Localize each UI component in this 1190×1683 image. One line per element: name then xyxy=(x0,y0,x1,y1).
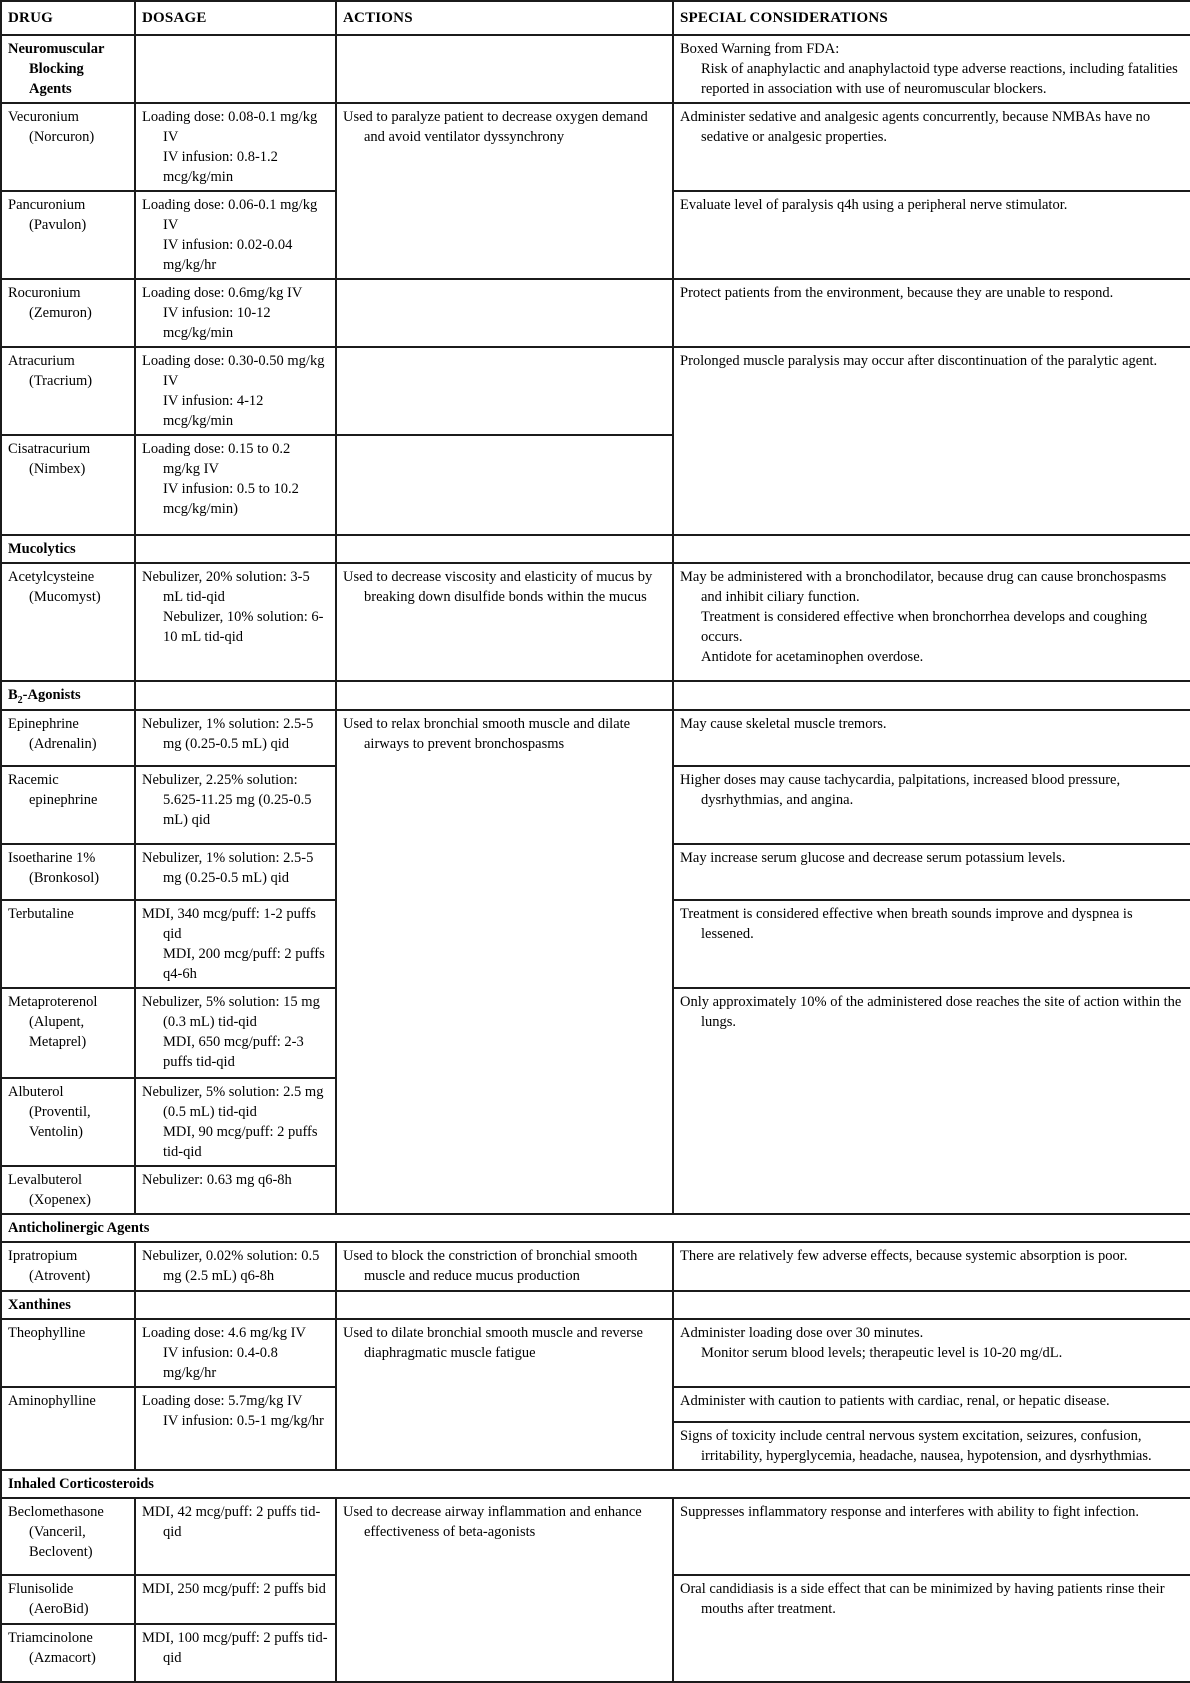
dosage-line: IV infusion: 4-12 mcg/kg/min xyxy=(163,393,264,429)
cell-actions xyxy=(336,1319,673,1470)
cell-dosage xyxy=(135,710,336,766)
cell-actions xyxy=(336,1498,673,1682)
cell-special xyxy=(673,347,1190,535)
cell-drug xyxy=(1,1624,135,1682)
drug-name: Aminophylline xyxy=(8,1393,96,1409)
special-text: May cause skeletal muscle tremors. xyxy=(680,716,887,732)
special-text: Suppresses inflammatory response and interferes with ability to fight infection. xyxy=(680,1504,1140,1520)
special-text: Protect patients from the environment, because they are unable to respond. xyxy=(680,285,1114,301)
drug-brand: (Vanceril, Beclovent) xyxy=(29,1524,93,1560)
special-text: Prolonged muscle paralysis may occur after discontinuation of the paralytic agent. xyxy=(680,353,1158,369)
row-section-mucolytics xyxy=(1,535,1190,563)
dosage-line: Nebulizer, 10% solution: 6-10 mL tid-qid xyxy=(163,609,324,645)
dosage-line: IV infusion: 10-12 mcg/kg/min xyxy=(163,305,271,341)
cell-special xyxy=(673,710,1190,766)
row-atracurium xyxy=(1,347,1190,435)
cell-dosage xyxy=(135,988,336,1078)
cell-dosage xyxy=(135,1078,336,1166)
cell-special xyxy=(673,1319,1190,1387)
special-text: Monitor serum blood levels; therapeutic level is 10-20 mg/dL. xyxy=(701,1345,1063,1361)
section-label: Xanthines xyxy=(8,1297,71,1313)
drug-name: Ipratropium xyxy=(8,1248,78,1264)
cell-dosage xyxy=(135,1498,336,1575)
dosage-line: Nebulizer, 5% solution: 2.5 mg (0.5 mL) tid-qid xyxy=(142,1084,324,1120)
drug-name: Levalbuterol xyxy=(8,1172,83,1188)
cell-dosage xyxy=(135,563,336,681)
cell-drug xyxy=(1,988,135,1078)
dosage-line: Loading dose: 0.30-0.50 mg/kg IV xyxy=(142,353,325,389)
cell-special xyxy=(673,1498,1190,1575)
cell-dosage xyxy=(135,1624,336,1682)
cell-dosage xyxy=(135,191,336,279)
section-label-cell xyxy=(1,535,135,563)
cell-dosage xyxy=(135,900,336,988)
cell-drug xyxy=(1,1498,135,1575)
dosage-line: Nebulizer, 0.02% solution: 0.5 mg (2.5 mL) q6-8h xyxy=(142,1248,320,1284)
cell-special xyxy=(673,35,1190,103)
cell-drug xyxy=(1,347,135,435)
row-beclomethasone xyxy=(1,1498,1190,1575)
cell-drug xyxy=(1,1319,135,1387)
cell-special xyxy=(673,988,1190,1214)
cell-dosage xyxy=(135,1166,336,1214)
drug-name: Flunisolide xyxy=(8,1581,74,1597)
cell-drug xyxy=(1,766,135,844)
actions-text: Used to block the constriction of bronchial smooth muscle and reduce mucus production xyxy=(343,1248,638,1284)
cell-special xyxy=(673,191,1190,279)
special-text: Treatment is considered effective when breath sounds improve and dyspnea is lessened. xyxy=(680,906,1133,942)
cell-drug xyxy=(1,191,135,279)
section-label: $B_2$-Agonists xyxy=(8,687,81,706)
drug-name: Epinephrine xyxy=(8,716,79,732)
section-label-cell xyxy=(1,681,135,710)
cell-empty xyxy=(135,535,336,563)
drug-name: Acetylcysteine xyxy=(8,569,95,585)
cell-special xyxy=(673,563,1190,681)
row-acetylcysteine xyxy=(1,563,1190,681)
cell-drug xyxy=(1,844,135,900)
cell-empty xyxy=(673,535,1190,563)
row-ipratropium xyxy=(1,1242,1190,1291)
cell-actions xyxy=(336,1242,673,1291)
cell-dosage xyxy=(135,347,336,435)
dosage-line: IV infusion: 0.02-0.04 mg/kg/hr xyxy=(163,237,293,273)
drug-name: Theophylline xyxy=(8,1325,86,1341)
row-section-xanthines xyxy=(1,1291,1190,1319)
dosage-line: Loading dose: 0.6mg/kg IV xyxy=(142,285,303,301)
dosage-line: MDI, 650 mcg/puff: 2-3 puffs tid-qid xyxy=(163,1034,304,1070)
drug-name: Albuterol xyxy=(8,1084,64,1100)
dosage-line: Loading dose: 0.08-0.1 mg/kg IV xyxy=(142,109,318,145)
cell-dosage xyxy=(135,766,336,844)
actions-text: Used to decrease viscosity and elasticity of mucus by breaking down disulfide bonds within the mucus xyxy=(343,569,653,605)
drug-brand: (Atrovent) xyxy=(29,1268,91,1284)
drug-name: Rocuronium xyxy=(8,285,81,301)
drug-brand: (Alupent, Metaprel) xyxy=(29,1014,87,1050)
dosage-line: Nebulizer, 5% solution: 15 mg (0.3 mL) tid-qid xyxy=(142,994,320,1030)
actions-text: Used to paralyze patient to decrease oxygen demand and avoid ventilator dyssynchrony xyxy=(343,109,648,145)
column-header-dosage: DOSAGE xyxy=(135,1,336,35)
cell-empty xyxy=(336,681,673,710)
cell-dosage xyxy=(135,1319,336,1387)
cell-empty xyxy=(336,347,673,435)
drug-brand: (Proventil, Ventolin) xyxy=(29,1104,91,1140)
cell-special xyxy=(673,1387,1190,1422)
drug-brand: (Bronkosol) xyxy=(29,870,100,886)
boxed-warning-title: Boxed Warning from FDA: xyxy=(680,41,840,57)
dosage-line: IV infusion: 0.5-1 mg/kg/hr xyxy=(163,1413,324,1429)
boxed-warning-body: Risk of anaphylactic and anaphylactoid type adverse reactions, including fatalities reported in association with use of neuromuscular blockers. xyxy=(701,61,1178,97)
cell-dosage xyxy=(135,279,336,347)
column-header-special-considerations: SPECIAL CONSIDERATIONS xyxy=(673,1,1190,35)
section-label: Mucolytics xyxy=(8,541,76,557)
cell-dosage xyxy=(135,1387,336,1470)
cell-empty xyxy=(673,1291,1190,1319)
section-label: Inhaled Corticosteroids xyxy=(8,1476,154,1492)
actions-text: Used to decrease airway inflammation and enhance effectiveness of beta-agonists xyxy=(343,1504,642,1540)
drug-name: Triamcinolone xyxy=(8,1630,93,1646)
drug-name: Pancuronium xyxy=(8,197,86,213)
drug-name: Isoetharine 1% xyxy=(8,850,96,866)
special-text: May increase serum glucose and decrease serum potassium levels. xyxy=(680,850,1066,866)
special-text: Antidote for acetaminophen overdose. xyxy=(701,649,924,665)
special-text: Oral candidiasis is a side effect that can be minimized by having patients rinse their mouths after treatment. xyxy=(680,1581,1165,1617)
cell-drug xyxy=(1,435,135,535)
drug-brand: (Norcuron) xyxy=(29,129,95,145)
drug-brand: (Adrenalin) xyxy=(29,736,97,752)
special-text: There are relatively few adverse effects, because systemic absorption is poor. xyxy=(680,1248,1128,1264)
row-section-nmba xyxy=(1,35,1190,103)
cell-empty xyxy=(336,279,673,347)
section-label-cell xyxy=(1,1214,1190,1242)
cell-empty xyxy=(336,535,673,563)
cell-drug xyxy=(1,1387,135,1470)
dosage-line: MDI, 250 mcg/puff: 2 puffs bid xyxy=(142,1581,326,1597)
cell-empty xyxy=(135,681,336,710)
section-label: Anticholinergic Agents xyxy=(8,1220,150,1236)
cell-special xyxy=(673,900,1190,988)
cell-empty xyxy=(135,1291,336,1319)
dosage-line: MDI, 340 mcg/puff: 1-2 puffs qid xyxy=(142,906,316,942)
cell-drug xyxy=(1,1166,135,1214)
special-text: Administer loading dose over 30 minutes. xyxy=(680,1325,924,1341)
cell-actions xyxy=(336,710,673,1214)
drug-name: Racemic epinephrine xyxy=(8,772,98,808)
row-epinephrine xyxy=(1,710,1190,766)
row-theophylline xyxy=(1,1319,1190,1387)
drug-brand: (Tracrium) xyxy=(29,373,93,389)
drug-brand: (Nimbex) xyxy=(29,461,86,477)
cell-drug xyxy=(1,900,135,988)
special-text: Higher doses may cause tachycardia, palpitations, increased blood pressure, dysrhythmias, and angina. xyxy=(680,772,1121,808)
cell-drug xyxy=(1,279,135,347)
dosage-line: Loading dose: 0.06-0.1 mg/kg IV xyxy=(142,197,318,233)
dosage-line: Loading dose: 0.15 to 0.2 mg/kg IV xyxy=(142,441,291,477)
drug-name: Terbutaline xyxy=(8,906,74,922)
dosage-line: Nebulizer, 2.25% solution: 5.625-11.25 mg (0.25-0.5 mL) qid xyxy=(142,772,312,828)
special-text: Only approximately 10% of the administered dose reaches the site of action within the lungs. xyxy=(680,994,1182,1030)
dosage-line: MDI, 90 mcg/puff: 2 puffs tid-qid xyxy=(163,1124,318,1160)
dosage-line: Nebulizer, 1% solution: 2.5-5 mg (0.25-0.5 mL) qid xyxy=(142,850,314,886)
special-text: Administer sedative and analgesic agents concurrently, because NMBAs have no sedative or analgesic properties. xyxy=(680,109,1151,145)
special-text: Signs of toxicity include central nervous system excitation, seizures, confusion, irritability, hyperglycemia, headache, nausea, hypotension, and dysrhythmias. xyxy=(680,1428,1152,1464)
column-header-drug: DRUG xyxy=(1,1,135,35)
cell-special xyxy=(673,1242,1190,1291)
section-label-cell xyxy=(1,1470,1190,1498)
cell-empty xyxy=(336,35,673,103)
dosage-line: IV infusion: 0.5 to 10.2 mcg/kg/min) xyxy=(163,481,299,517)
cell-special xyxy=(673,1422,1190,1470)
dosage-line: MDI, 42 mcg/puff: 2 puffs tid-qid xyxy=(142,1504,321,1540)
cell-special xyxy=(673,766,1190,844)
section-label-cell xyxy=(1,35,135,103)
dosage-line: MDI, 200 mcg/puff: 2 puffs q4-6h xyxy=(163,946,325,982)
cell-empty xyxy=(673,681,1190,710)
drug-name: Cisatracurium xyxy=(8,441,91,457)
section-label: Neuromuscular Blocking Agents xyxy=(8,41,105,97)
cell-actions xyxy=(336,103,673,279)
dosage-line: Nebulizer, 20% solution: 3-5 mL tid-qid xyxy=(142,569,310,605)
cell-dosage xyxy=(135,103,336,191)
section-label-cell xyxy=(1,1291,135,1319)
row-section-b2-agonists xyxy=(1,681,1190,710)
header-row xyxy=(1,1,1190,35)
cell-special xyxy=(673,1575,1190,1682)
drug-brand: (Mucomyst) xyxy=(29,589,101,605)
dosage-line: Loading dose: 5.7mg/kg IV xyxy=(142,1393,303,1409)
dosage-line: MDI, 100 mcg/puff: 2 puffs tid-qid xyxy=(142,1630,328,1666)
cell-drug xyxy=(1,710,135,766)
row-vecuronium xyxy=(1,103,1190,191)
drug-brand: (AeroBid) xyxy=(29,1601,89,1617)
actions-text: Used to dilate bronchial smooth muscle and reverse diaphragmatic muscle fatigue xyxy=(343,1325,643,1361)
subscript-2: 2 xyxy=(17,694,23,706)
special-text: May be administered with a bronchodilator, because drug can cause bronchospasms and inhibit ciliary function. xyxy=(680,569,1167,605)
row-rocuronium xyxy=(1,279,1190,347)
special-text: Administer with caution to patients with cardiac, renal, or hepatic disease. xyxy=(680,1393,1110,1409)
drug-name: Atracurium xyxy=(8,353,75,369)
dosage-line: Nebulizer, 1% solution: 2.5-5 mg (0.25-0.5 mL) qid xyxy=(142,716,314,752)
cell-dosage xyxy=(135,435,336,535)
cell-actions xyxy=(336,563,673,681)
cell-empty xyxy=(135,35,336,103)
row-section-inhaled-corticosteroids xyxy=(1,1470,1190,1498)
dosage-line: Loading dose: 4.6 mg/kg IV xyxy=(142,1325,306,1341)
cell-empty xyxy=(336,1291,673,1319)
dosage-line: IV infusion: 0.4-0.8 mg/kg/hr xyxy=(163,1345,278,1381)
actions-text: Used to relax bronchial smooth muscle and dilate airways to prevent bronchospasms xyxy=(343,716,631,752)
cell-dosage xyxy=(135,1242,336,1291)
row-section-anticholinergic xyxy=(1,1214,1190,1242)
dosage-line: IV infusion: 0.8-1.2 mcg/kg/min xyxy=(163,149,278,185)
drug-brand: (Pavulon) xyxy=(29,217,87,233)
column-header-actions: ACTIONS xyxy=(336,1,673,35)
drug-brand: (Xopenex) xyxy=(29,1192,92,1208)
cell-empty xyxy=(336,435,673,535)
cell-special xyxy=(673,844,1190,900)
drug-name: Beclomethasone xyxy=(8,1504,104,1520)
drug-brand: (Azmacort) xyxy=(29,1650,96,1666)
dosage-line: Nebulizer: 0.63 mg q6-8h xyxy=(142,1172,292,1188)
drug-brand: (Zemuron) xyxy=(29,305,92,321)
cell-drug xyxy=(1,1078,135,1166)
cell-special xyxy=(673,279,1190,347)
cell-drug xyxy=(1,103,135,191)
cell-drug xyxy=(1,1242,135,1291)
drug-name: Vecuronium xyxy=(8,109,79,125)
drug-name: Metaproterenol xyxy=(8,994,98,1010)
cell-drug xyxy=(1,563,135,681)
cell-dosage xyxy=(135,844,336,900)
special-text: Evaluate level of paralysis q4h using a peripheral nerve stimulator. xyxy=(680,197,1068,213)
special-text: Treatment is considered effective when bronchorrhea develops and coughing occurs. xyxy=(701,609,1148,645)
cell-special xyxy=(673,103,1190,191)
